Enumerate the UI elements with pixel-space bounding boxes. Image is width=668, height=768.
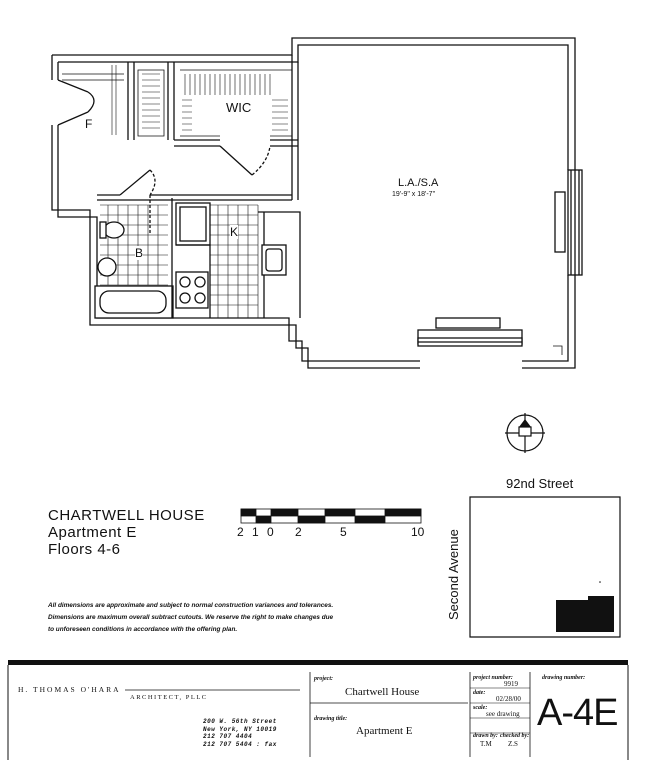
scale-tick-label: 5: [340, 525, 347, 539]
architect-name: H. THOMAS O'HARA: [18, 685, 121, 694]
architect-firm: ARCHITECT, PLLC: [130, 694, 208, 701]
closet-door: [220, 146, 252, 175]
checked-by-value: Z.S: [508, 740, 518, 748]
scale-tick-label: 1: [252, 525, 259, 539]
room-label-kitchen: K: [230, 225, 239, 239]
date-caption: date:: [473, 690, 486, 696]
project-caption: project:: [314, 676, 333, 682]
bath-door: [120, 170, 150, 195]
kitchen-tile-grid: [210, 205, 258, 318]
apartment-name: Apartment E: [48, 524, 137, 541]
scale-value: see drawing: [486, 710, 520, 718]
address-line: 200 W. 56th Street: [203, 718, 277, 725]
room-label-foyer: F: [85, 117, 93, 131]
building-name: CHARTWELL HOUSE: [48, 507, 205, 524]
title-block-frame: [8, 660, 628, 760]
project-number-caption: project number:: [473, 675, 513, 681]
address-line: New York, NY 10019: [203, 725, 277, 733]
note-line: to unforeseen conditions in accordance with the offering plan.: [48, 626, 238, 633]
address-line: 212 707 5404 : fax: [203, 740, 277, 748]
window-south: [418, 318, 522, 346]
floors-label: Floors 4-6: [48, 541, 121, 558]
entry-door: [58, 80, 88, 125]
toilet: [104, 222, 124, 238]
street-label: 92nd Street: [506, 476, 574, 491]
drawing-title-value: Apartment E: [356, 725, 413, 737]
bath-sink: [98, 258, 116, 276]
address-line: 212 707 4404: [203, 733, 253, 740]
scale-bar: [241, 509, 421, 523]
scale-tick-label: 2: [295, 525, 302, 539]
refrigerator: [176, 203, 210, 245]
drawing-title-caption: drawing title:: [314, 716, 348, 722]
drawing-number-value: A-4E: [537, 692, 618, 734]
checked-by-caption: checked by:: [500, 733, 530, 739]
window-east: [555, 170, 582, 275]
building-title: [48, 507, 205, 558]
disclaimer-notes: [48, 600, 378, 636]
drawn-by-value: T.M: [480, 740, 492, 748]
project-number-value: 9919: [504, 680, 518, 688]
architect-address: [203, 718, 277, 748]
room-label-closet: WIC: [226, 100, 252, 115]
drawing-number-caption: drawing number:: [542, 675, 586, 681]
north-arrow: [505, 413, 545, 453]
room-dimensions-living: 19'-9" x 18'-7": [392, 191, 436, 198]
room-label-living: L.A./S.A: [398, 177, 439, 189]
note-line: Dimensions are maximum overall subtract cutouts. We reserve the right to make changes due: [48, 614, 334, 621]
drawn-by-caption: drawn by:: [473, 733, 498, 739]
project-value: Chartwell House: [345, 686, 420, 698]
note-line: All dimensions are approximate and subject to normal construction variances and tolerances.: [48, 602, 334, 609]
interior-wall: [128, 55, 298, 200]
avenue-label: Second Avenue: [446, 529, 461, 620]
scale-tick-label: 2: [237, 525, 244, 539]
unit-location-highlight: [556, 596, 614, 632]
date-value: 02/28/00: [496, 695, 521, 703]
scale-caption: scale:: [473, 705, 488, 711]
scale-tick-label: 0: [267, 525, 274, 539]
room-label-bath: B: [135, 246, 144, 260]
site-key-plan: [470, 497, 620, 637]
scale-tick-label: 10: [411, 525, 425, 539]
